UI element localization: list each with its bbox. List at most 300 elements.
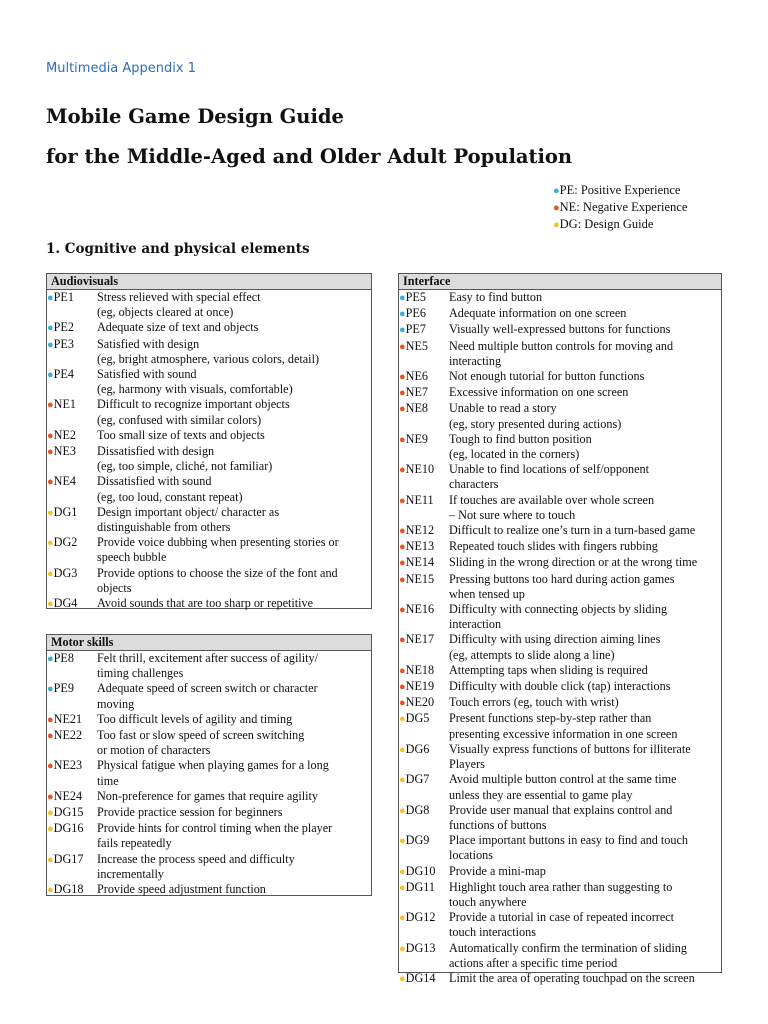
bullet-dot-icon: ● [399, 865, 406, 878]
list-item [47, 882, 371, 898]
list-item [47, 758, 371, 788]
item-code-text: PE3 [53, 336, 74, 351]
item-line: Need multiple button controls for moving and [449, 338, 674, 353]
item-code-text: DG12 [405, 910, 436, 925]
item-line: (eg, bright atmosphere, various colors, detail) [97, 351, 320, 366]
item-line: Provide options to choose the size of the font and [97, 565, 338, 580]
item-code-text: NE5 [405, 338, 428, 353]
item-line: Avoid multiple button control at the same time [449, 772, 677, 787]
list-item [47, 397, 371, 427]
item-code-text: DG7 [405, 772, 430, 787]
list-item [399, 742, 721, 772]
item-code [47, 320, 97, 336]
item-code-text: NE14 [405, 555, 435, 570]
list-item [47, 320, 371, 336]
item-line: Sliding in the wrong direction or at the wrong time [449, 555, 698, 570]
item-line: Difficult to recognize important objects [97, 397, 290, 412]
item-code-text: DG13 [405, 940, 436, 955]
item-code-text: NE11 [405, 492, 434, 507]
legend-item-dg [553, 216, 687, 233]
list-item [399, 572, 721, 602]
bullet-dot-icon: ● [399, 713, 406, 726]
bullet-dot-icon: ● [399, 835, 406, 848]
bullet-dot-icon: ● [399, 664, 406, 677]
list-item [47, 789, 371, 805]
bullet-dot-icon: ● [399, 912, 406, 925]
item-description [449, 711, 721, 741]
list-item [399, 880, 721, 910]
item-code [47, 367, 97, 397]
item-code-text: NE12 [405, 523, 435, 538]
item-line: speech bubble [97, 550, 167, 565]
section-heading: 1. Cognitive and physical elements [46, 241, 310, 257]
item-line: Present functions step-by-step rather than [449, 711, 652, 726]
item-code [399, 910, 449, 940]
list-item [399, 493, 721, 523]
item-description [97, 681, 371, 711]
list-item [399, 602, 721, 632]
bullet-dot-icon: ● [47, 853, 54, 866]
list-item [399, 679, 721, 695]
bullet-dot-icon: ● [553, 202, 560, 214]
list-item [47, 596, 371, 612]
item-line: Dissatisfied with sound [97, 474, 212, 489]
item-code [399, 493, 449, 523]
item-code-text: DG6 [405, 741, 430, 756]
item-line: Dissatisfied with design [97, 444, 215, 459]
item-code [399, 803, 449, 833]
item-line: Difficult to realize one’s turn in a turn-based game [449, 523, 696, 538]
panel-heading: Audiovisuals [47, 274, 371, 290]
item-code [399, 941, 449, 971]
bullet-dot-icon: ● [399, 324, 406, 337]
bullet-dot-icon: ● [47, 598, 54, 611]
item-code [399, 864, 449, 880]
item-line: (eg, objects cleared at once) [97, 305, 234, 320]
item-code [47, 566, 97, 596]
item-code-text: NE2 [53, 427, 76, 442]
legend-label: PE: Positive Experience [559, 183, 681, 197]
item-line: (eg, located in the corners) [449, 447, 580, 462]
item-line: If touches are available over whole screen [449, 492, 655, 507]
item-code [47, 444, 97, 474]
list-item [399, 864, 721, 880]
list-item [47, 474, 371, 504]
item-line: Too small size of texts and objects [97, 427, 265, 442]
item-code-text: NE4 [53, 474, 76, 489]
item-line: objects [97, 580, 132, 595]
item-description [449, 339, 721, 369]
item-code-text: DG2 [53, 535, 78, 550]
panel-heading: Interface [399, 274, 721, 290]
title-line-2: for the Middle-Aged and Older Adult Population [46, 145, 573, 168]
item-line: timing challenges [97, 666, 184, 681]
interface-panel [398, 273, 722, 985]
item-code [399, 632, 449, 662]
item-description [449, 385, 721, 401]
bullet-dot-icon: ● [47, 369, 54, 382]
list-item [47, 428, 371, 444]
item-line: Difficulty with connecting objects by sliding [449, 602, 668, 617]
item-code [47, 474, 97, 504]
list-item [399, 539, 721, 555]
item-code [399, 880, 449, 910]
item-code [47, 397, 97, 427]
item-code [47, 337, 97, 367]
item-line: (eg, story presented during actions) [449, 416, 622, 431]
bullet-dot-icon: ● [399, 340, 406, 353]
item-description [97, 290, 371, 320]
item-code-text: DG9 [405, 833, 430, 848]
item-line: Provide a mini-map [449, 863, 546, 878]
item-code-text: NE3 [53, 444, 76, 459]
item-description [449, 432, 721, 462]
item-line: Provide practice session for beginners [97, 805, 283, 820]
audiovisuals-panel [46, 273, 372, 609]
item-description [97, 852, 371, 882]
item-description [449, 290, 721, 306]
item-description [449, 941, 721, 971]
item-line: Non-preference for games that require agility [97, 788, 318, 803]
item-code [47, 290, 97, 320]
panel-heading: Motor skills [47, 635, 371, 651]
bullet-dot-icon: ● [47, 823, 54, 836]
item-description [449, 523, 721, 539]
item-description [97, 320, 371, 336]
item-line: Unable to read a story [449, 401, 557, 416]
item-line: Players [449, 757, 485, 772]
bullet-dot-icon: ● [399, 681, 406, 694]
item-description [97, 882, 371, 898]
bullet-dot-icon: ● [399, 557, 406, 570]
list-item [399, 711, 721, 741]
item-line: or motion of characters [97, 743, 211, 758]
item-code [399, 523, 449, 539]
item-description [97, 651, 371, 681]
item-line: Not enough tutorial for button functions [449, 369, 645, 384]
item-code-text: NE6 [405, 369, 428, 384]
bullet-dot-icon: ● [399, 371, 406, 384]
legend-label: DG: Design Guide [559, 217, 654, 231]
item-description [97, 821, 371, 851]
item-code-text: DG3 [53, 565, 78, 580]
item-code [47, 805, 97, 821]
item-description [449, 632, 721, 662]
item-code-text: PE6 [405, 306, 426, 321]
bullet-dot-icon: ● [47, 399, 54, 412]
list-item [47, 712, 371, 728]
item-line: Highlight touch area rather than suggesting to [449, 879, 673, 894]
item-description [97, 337, 371, 367]
item-description [449, 695, 721, 711]
item-line: moving [97, 696, 135, 711]
item-code [399, 339, 449, 369]
list-item [47, 535, 371, 565]
item-line: Repeated touch slides with fingers rubbing [449, 539, 658, 554]
item-line: Easy to find button [449, 290, 543, 304]
item-code-text: NE1 [53, 397, 76, 412]
item-code-text: NE23 [53, 758, 83, 773]
item-line: (eg, too loud, constant repeat) [97, 489, 243, 504]
item-line: Automatically confirm the termination of sliding [449, 940, 687, 955]
item-description [97, 596, 371, 612]
item-description [449, 602, 721, 632]
item-description [449, 772, 721, 802]
item-description [449, 833, 721, 863]
bullet-dot-icon: ● [47, 506, 54, 519]
item-code-text: NE22 [53, 728, 83, 743]
item-description [97, 535, 371, 565]
item-code [399, 663, 449, 679]
item-code-text: PE9 [53, 681, 74, 696]
bullet-dot-icon: ● [399, 942, 406, 955]
item-code [399, 385, 449, 401]
item-description [97, 474, 371, 504]
item-line: Pressing buttons too hard during action games [449, 571, 675, 586]
item-line: (eg, confused with similar colors) [97, 412, 262, 427]
item-code-text: PE7 [405, 322, 426, 337]
list-item [47, 821, 371, 851]
item-description [449, 803, 721, 833]
list-item [47, 566, 371, 596]
bullet-dot-icon: ● [399, 494, 406, 507]
list-item [47, 337, 371, 367]
item-line: Increase the process speed and difficulty [97, 851, 295, 866]
item-code [399, 290, 449, 306]
legend-label: NE: Negative Experience [559, 200, 688, 214]
item-description [449, 572, 721, 602]
list-item [47, 651, 371, 681]
item-line: fails repeatedly [97, 836, 172, 851]
item-code [399, 322, 449, 338]
list-item [399, 971, 721, 987]
bullet-dot-icon: ● [399, 464, 406, 477]
item-line: functions of buttons [449, 817, 547, 832]
legend-item-pe [553, 182, 687, 199]
item-code [47, 821, 97, 851]
list-item [399, 369, 721, 385]
item-line: Adequate size of text and objects [97, 320, 259, 335]
list-item [47, 505, 371, 535]
item-code [47, 712, 97, 728]
list-item [399, 523, 721, 539]
item-description [97, 397, 371, 427]
item-code [399, 602, 449, 632]
item-code-text: NE18 [405, 662, 435, 677]
list-item [47, 681, 371, 711]
item-description [449, 679, 721, 695]
item-code [399, 306, 449, 322]
item-line: Limit the area of operating touchpad on the screen [449, 970, 695, 985]
item-code-text: DG14 [405, 970, 436, 985]
item-code-text: DG4 [53, 596, 78, 611]
item-line: Difficulty with double click (tap) interactions [449, 679, 671, 694]
item-description [449, 555, 721, 571]
item-line: time [97, 773, 119, 788]
bullet-dot-icon: ● [399, 403, 406, 416]
item-line: Too fast or slow speed of screen switching [97, 728, 305, 743]
bullet-dot-icon: ● [47, 537, 54, 550]
item-line: Place important buttons in easy to find and touch [449, 833, 688, 848]
list-item [399, 306, 721, 322]
item-code [47, 596, 97, 612]
item-line: Physical fatigue when playing games for a long [97, 758, 329, 773]
item-description [97, 428, 371, 444]
item-code-text: NE17 [405, 632, 435, 647]
bullet-dot-icon: ● [47, 446, 54, 459]
bullet-dot-icon: ● [47, 292, 54, 304]
bullet-dot-icon: ● [47, 567, 54, 580]
item-line: Visually well-expressed buttons for functions [449, 322, 671, 337]
bullet-dot-icon: ● [399, 292, 406, 304]
item-line: (eg, too simple, cliché, not familiar) [97, 459, 273, 474]
item-description [97, 712, 371, 728]
item-code [399, 462, 449, 492]
item-code [47, 681, 97, 711]
list-item [399, 941, 721, 971]
item-code-text: NE20 [405, 695, 435, 710]
bullet-dot-icon: ● [47, 730, 54, 743]
item-code-text: DG15 [53, 805, 84, 820]
list-item [47, 852, 371, 882]
item-description [449, 880, 721, 910]
bullet-dot-icon: ● [399, 972, 406, 985]
list-item [399, 385, 721, 401]
bullet-dot-icon: ● [47, 884, 54, 897]
item-description [449, 462, 721, 492]
motor-skills-panel [46, 634, 372, 896]
item-code [399, 572, 449, 602]
item-line: presenting excessive information in one screen [449, 726, 678, 741]
bullet-dot-icon: ● [47, 713, 54, 726]
item-code [47, 428, 97, 444]
bullet-dot-icon: ● [47, 429, 54, 442]
list-item [399, 322, 721, 338]
item-line: locations [449, 848, 494, 863]
item-code-text: PE1 [53, 290, 74, 304]
bullet-dot-icon: ● [553, 185, 560, 197]
bullet-dot-icon: ● [47, 653, 54, 665]
item-code-text: NE13 [405, 539, 435, 554]
item-line: Adequate speed of screen switch or character [97, 681, 318, 696]
list-item [399, 632, 721, 662]
item-code [399, 539, 449, 555]
list-item [399, 462, 721, 492]
bullet-dot-icon: ● [399, 308, 406, 321]
item-code [47, 535, 97, 565]
bullet-dot-icon: ● [399, 604, 406, 617]
item-code-text: DG18 [53, 882, 84, 897]
list-item [399, 555, 721, 571]
bullet-dot-icon: ● [47, 683, 54, 696]
item-line: Touch errors (eg, touch with wrist) [449, 695, 619, 710]
item-line: interacting [449, 353, 502, 368]
bullet-dot-icon: ● [47, 807, 54, 820]
item-code [399, 711, 449, 741]
list-item [399, 695, 721, 711]
item-code-text: DG10 [405, 863, 436, 878]
item-code-text: DG16 [53, 821, 84, 836]
item-list [47, 651, 371, 898]
item-description [97, 505, 371, 535]
item-line: Adequate information on one screen [449, 306, 627, 321]
item-list [399, 290, 721, 987]
bullet-dot-icon: ● [47, 476, 54, 489]
bullet-dot-icon: ● [399, 634, 406, 647]
item-description [97, 444, 371, 474]
item-line: (eg, attempts to slide along a line) [449, 647, 615, 662]
item-code-text: PE2 [53, 320, 74, 335]
item-description [97, 367, 371, 397]
item-line: Unable to find locations of self/opponent [449, 462, 650, 477]
bullet-dot-icon: ● [399, 525, 406, 538]
list-item [399, 339, 721, 369]
title-line-1: Mobile Game Design Guide [46, 105, 344, 128]
bullet-dot-icon: ● [399, 881, 406, 894]
bullet-dot-icon: ● [399, 804, 406, 817]
item-description [449, 322, 721, 338]
item-line: Difficulty with using direction aiming lines [449, 632, 661, 647]
item-line: distinguishable from others [97, 520, 231, 535]
item-description [97, 789, 371, 805]
list-item [47, 805, 371, 821]
item-description [97, 758, 371, 788]
item-line: actions after a specific time period [449, 955, 618, 970]
item-description [449, 493, 721, 523]
bullet-dot-icon: ● [47, 338, 54, 351]
item-code-text: DG11 [405, 879, 435, 894]
item-code-text: NE7 [405, 385, 428, 400]
item-description [449, 306, 721, 322]
item-code-text: NE24 [53, 788, 83, 803]
bullet-dot-icon: ● [399, 541, 406, 554]
list-item [47, 367, 371, 397]
item-code [399, 679, 449, 695]
item-description [449, 864, 721, 880]
item-line: Excessive information on one screen [449, 385, 629, 400]
list-item [399, 910, 721, 940]
item-description [97, 566, 371, 596]
bullet-dot-icon: ● [399, 743, 406, 756]
item-line: when tensed up [449, 586, 525, 601]
item-code-text: NE15 [405, 571, 435, 586]
item-description [97, 805, 371, 821]
item-line: Too difficult levels of agility and timing [97, 711, 293, 726]
list-item [47, 290, 371, 320]
item-line: Visually express functions of buttons for illiterate [449, 741, 691, 756]
item-description [449, 539, 721, 555]
item-line: Provide speed adjustment function [97, 882, 266, 897]
bullet-dot-icon: ● [47, 760, 54, 773]
item-code-text: DG17 [53, 851, 84, 866]
item-line: Provide voice dubbing when presenting stories or [97, 535, 339, 550]
item-code-text: PE4 [53, 367, 74, 382]
item-code [399, 555, 449, 571]
bullet-dot-icon: ● [47, 790, 54, 803]
list-item [399, 432, 721, 462]
item-line: Satisfied with sound [97, 367, 197, 382]
item-description [449, 742, 721, 772]
item-description [449, 663, 721, 679]
item-code-text: NE10 [405, 462, 435, 477]
bullet-dot-icon: ● [47, 322, 54, 335]
item-code-text: NE8 [405, 401, 428, 416]
bullet-dot-icon: ● [399, 387, 406, 400]
appendix-label: Multimedia Appendix 1 [46, 61, 196, 76]
legend [553, 182, 687, 233]
bullet-dot-icon: ● [399, 573, 406, 586]
item-line: Design important object/ character as [97, 504, 280, 519]
